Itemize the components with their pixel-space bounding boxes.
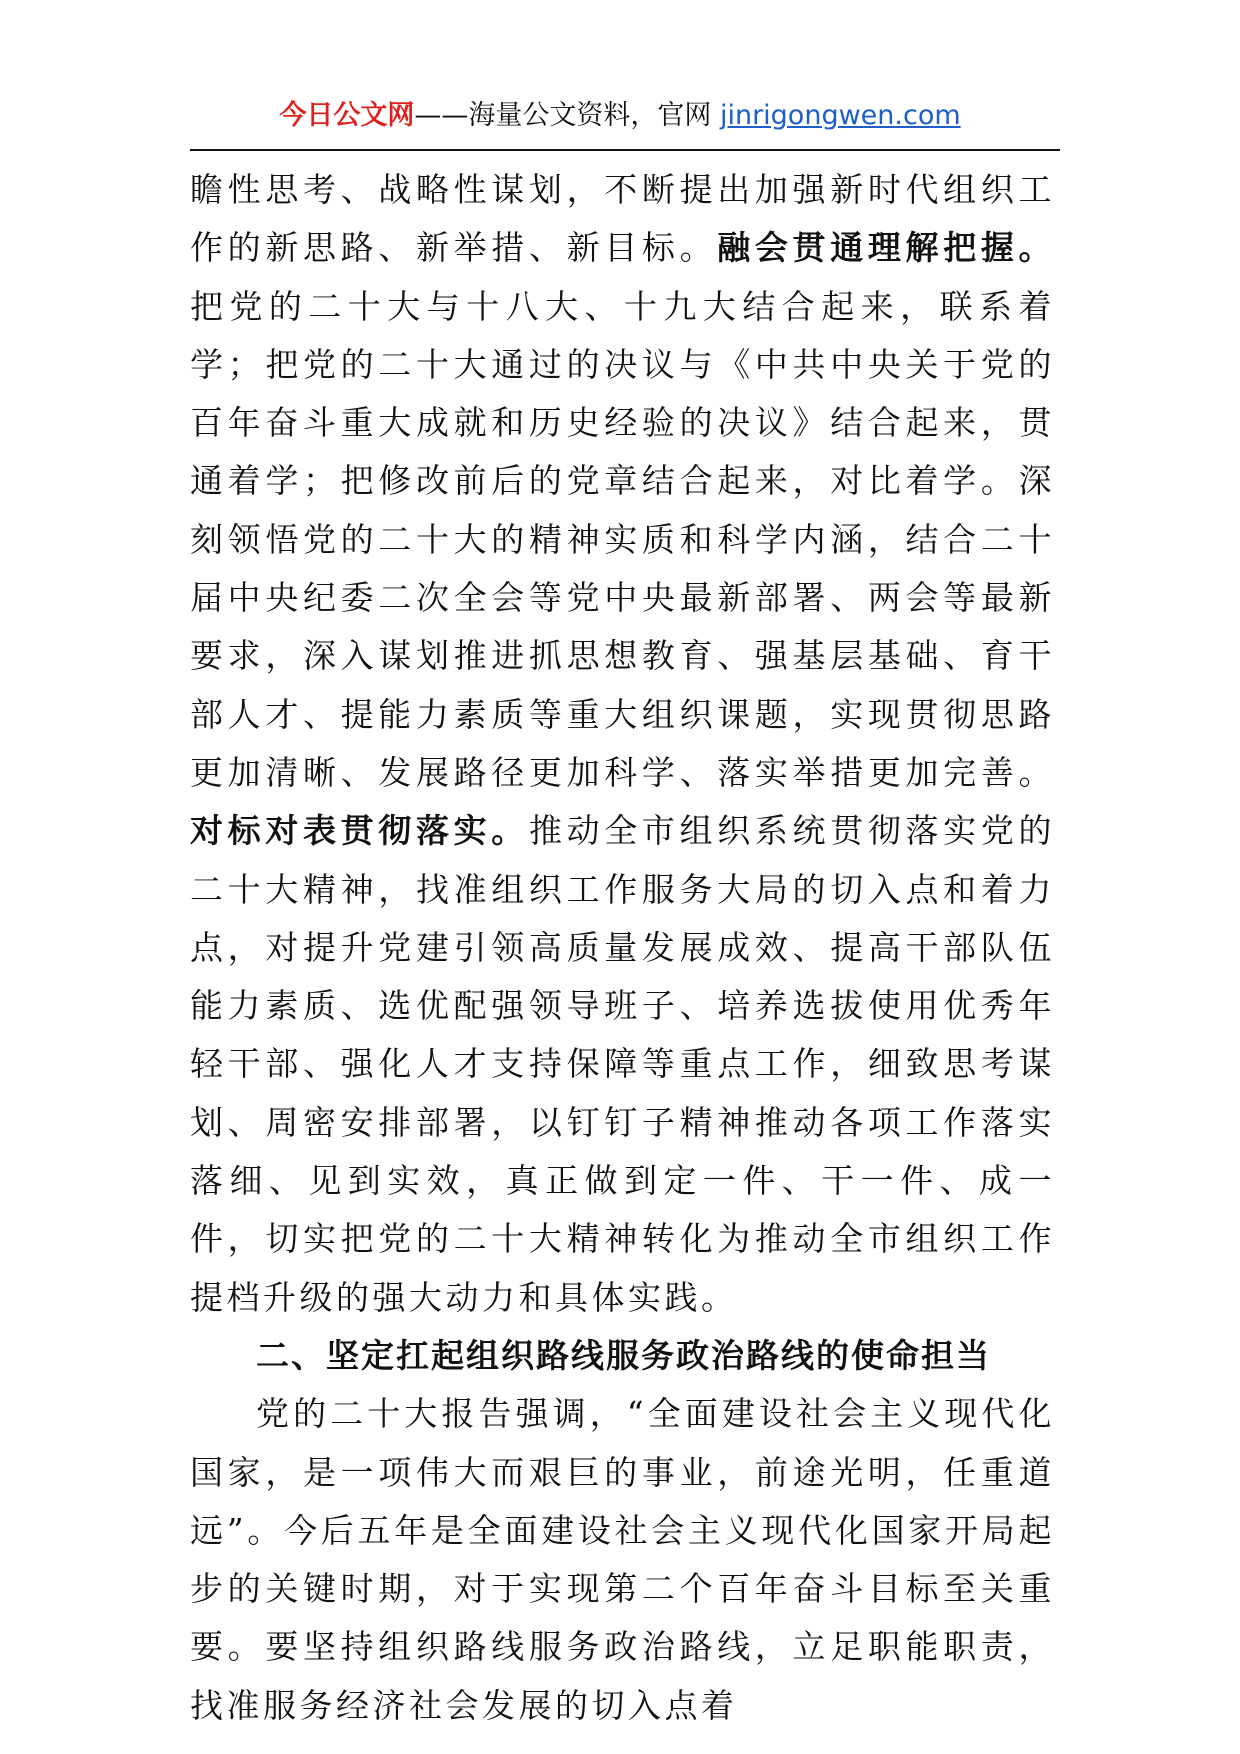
section-heading: 二、坚定扛起组织路线服务政治路线的使命担当	[256, 1335, 991, 1375]
paragraph-text: 把党的二十大与十八大、十九大结合起来，联系着学；把党的二十大通过的决议与《中共中央关于党的百年奋斗重大成就和历史经验的决议》结合起来，贯通着学；把修改前后的党章结合起来，对比着学。深刻领悟党的二十大的精神实质和科学内涵，结合二十届中央纪委二次全会等党中央最新部署、两会等最新要求，深入谋划推进抓思想教育、强基层基础、育干部人才、提能力素质等重大组织课题，实现贯彻思路更加清晰、发展路径更加科学、落实举措更加完善。	[190, 286, 1055, 792]
site-url-link[interactable]: jinrigongwen.com	[719, 100, 961, 131]
body-paragraph: 党的二十大报告强调，“全面建设社会主义现代化国家，是一项伟大而艰巨的事业，前途光明，任重道远”。今后五年是全面建设社会主义现代化国家开局起步的关键时期，对于实现第二个百年奋斗目标至关重要。要坚持组织路线服务政治路线，立足职能职责，找准服务经济社会发展的切入点着	[190, 1394, 1055, 1725]
header-divider	[190, 149, 1060, 151]
site-header	[0, 96, 1240, 136]
body-paragraph	[190, 161, 1055, 1327]
bold-subheading: 融会贯通理解把握。	[717, 228, 1056, 268]
paragraph-text: 推动全市组织系统贯彻落实党的二十大精神，找准组织工作服务大局的切入点和着力点，对提升党建引领高质量发展成效、提高干部队伍能力素质、选优配强领导班子、培养选拔使用优秀年轻干部、强化人才支持保障等重点工作，细致思考谋划、周密安排部署，以钉钉子精神推动各项工作落实落细、见到实效，真正做到定一件、干一件、成一件，切实把党的二十大精神转化为推动全市组织工作提档升级的强大动力和具体实践。	[190, 811, 1056, 1317]
bold-subheading: 对标对表贯彻落实。	[190, 811, 529, 851]
site-brand: 今日公文网	[279, 100, 415, 131]
site-tagline: ——海量公文资料，官网	[414, 100, 712, 131]
paragraph-text: 瞻性思考、战略性谋划，不断提出加强新时代组织工作的新思路、新举措、新目标。	[190, 170, 1055, 268]
document-body	[190, 161, 1055, 1735]
